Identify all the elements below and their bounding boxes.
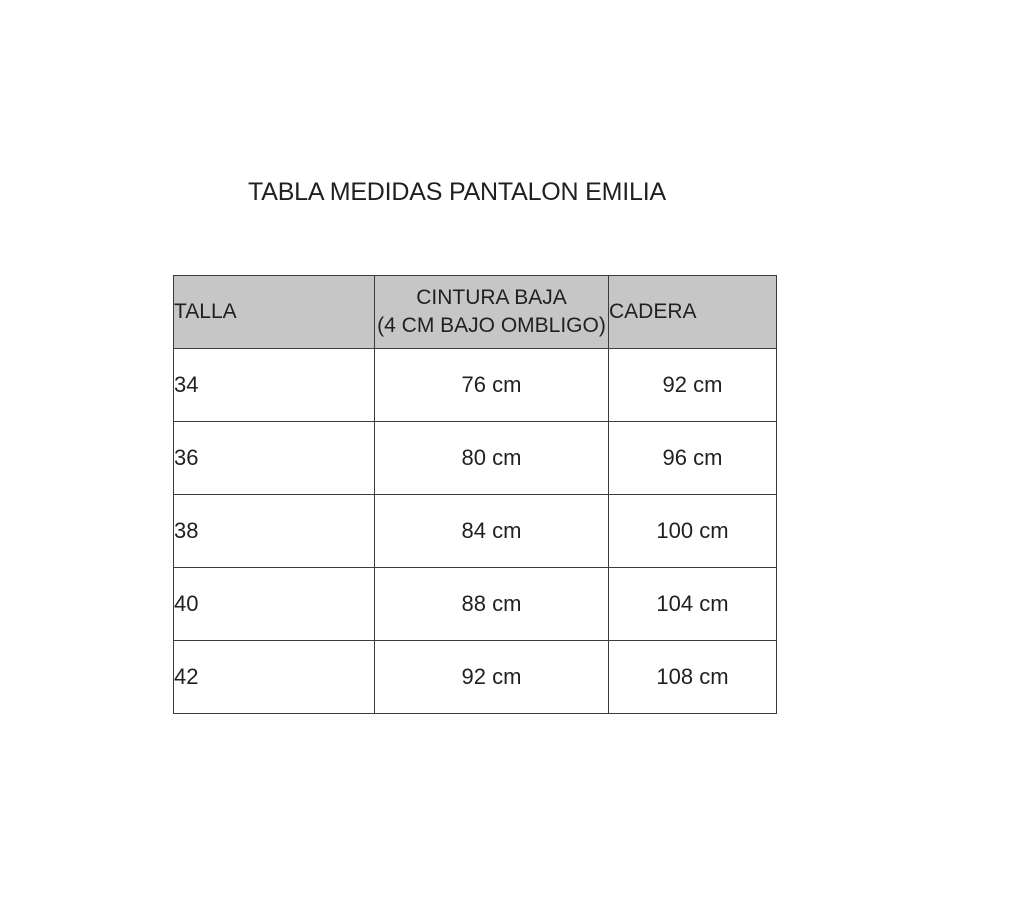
- table-row: [174, 349, 777, 422]
- column-header-talla: TALLA: [174, 276, 375, 349]
- page-title: TABLA MEDIDAS PANTALON EMILIA: [248, 178, 666, 206]
- column-header-cintura: [375, 276, 609, 349]
- column-header-cintura-line1: CINTURA BAJA: [416, 286, 567, 309]
- table-row: [174, 568, 777, 641]
- cell-cintura: 92 cm: [375, 641, 609, 714]
- table-header-row: [174, 276, 777, 349]
- column-header-cintura-line2: (4 CM BAJO OMBLIGO): [377, 314, 606, 337]
- cell-talla: 36: [174, 422, 375, 495]
- cell-cadera: 100 cm: [609, 495, 777, 568]
- size-table: [173, 275, 777, 714]
- table-row: [174, 495, 777, 568]
- table-row: [174, 641, 777, 714]
- cell-talla: 42: [174, 641, 375, 714]
- table-row: [174, 422, 777, 495]
- cell-cadera: 96 cm: [609, 422, 777, 495]
- cell-cadera: 104 cm: [609, 568, 777, 641]
- cell-cadera: 108 cm: [609, 641, 777, 714]
- cell-cintura: 76 cm: [375, 349, 609, 422]
- cell-talla: 38: [174, 495, 375, 568]
- cell-cintura: 80 cm: [375, 422, 609, 495]
- cell-cintura: 88 cm: [375, 568, 609, 641]
- cell-cintura: 84 cm: [375, 495, 609, 568]
- cell-talla: 34: [174, 349, 375, 422]
- cell-cadera: 92 cm: [609, 349, 777, 422]
- cell-talla: 40: [174, 568, 375, 641]
- column-header-cadera: CADERA: [609, 276, 777, 349]
